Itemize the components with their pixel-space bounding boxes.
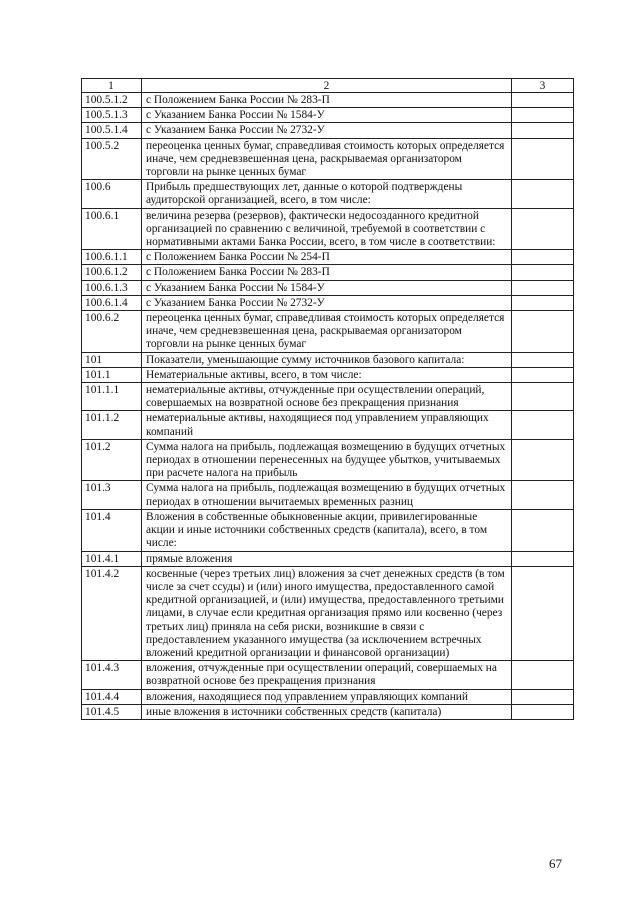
row-code-cell: 100.6.1.4	[82, 295, 142, 310]
row-code-cell: 101.4.3	[82, 661, 142, 689]
row-code-cell: 101.4.1	[82, 551, 142, 566]
row-description-cell: нематериальные активы, находящиеся под управлением управляющих компаний	[142, 411, 512, 439]
row-description-cell: нематериальные активы, отчужденные при осуществлении операций, совершаемых на возвратной основе без прекращения признания	[142, 383, 512, 411]
table-row	[82, 367, 574, 382]
row-value-cell	[512, 661, 574, 689]
row-value-cell	[512, 180, 574, 208]
row-description-cell: переоценка ценных бумаг, справедливая стоимость которых определяется иначе, чем средневзвешенная цена, раскрываемая организатором торговли на рынке ценных бумаг	[142, 311, 512, 353]
row-description-cell: с Положением Банка России № 283-П	[142, 265, 512, 280]
row-value-cell	[512, 551, 574, 566]
table-row	[82, 481, 574, 509]
table-row	[82, 311, 574, 353]
row-value-cell	[512, 250, 574, 265]
row-description-cell: Нематериальные активы, всего, в том числе:	[142, 367, 512, 382]
row-code-cell: 100.6.1.2	[82, 265, 142, 280]
table-row	[82, 208, 574, 250]
row-code-cell: 100.6.1	[82, 208, 142, 250]
row-value-cell	[512, 704, 574, 719]
table-row	[82, 439, 574, 481]
row-description-cell: вложения, отчужденные при осуществлении операций, совершаемых на возвратной основе без прекращения признания	[142, 661, 512, 689]
row-value-cell	[512, 108, 574, 123]
row-description-cell: Сумма налога на прибыль, подлежащая возмещению в будущих отчетных периодах в отношении вычитаемых временных разниц	[142, 481, 512, 509]
indicators-table	[81, 78, 574, 720]
row-value-cell	[512, 439, 574, 481]
row-code-cell: 100.6	[82, 180, 142, 208]
row-description-cell: переоценка ценных бумаг, справедливая стоимость которых определяется иначе, чем средневзвешенная цена, раскрываемая организатором торговли на рынке ценных бумаг	[142, 138, 512, 180]
document-table-container	[81, 78, 571, 720]
table-row	[82, 93, 574, 108]
table-row	[82, 250, 574, 265]
table-row	[82, 138, 574, 180]
table-row	[82, 123, 574, 138]
row-value-cell	[512, 265, 574, 280]
table-row	[82, 411, 574, 439]
column-header-2: 2	[142, 79, 512, 93]
row-description-cell: Прибыль предшествующих лет, данные о которой подтверждены аудиторской организацией, всего, в том числе:	[142, 180, 512, 208]
table-body	[82, 93, 574, 720]
row-code-cell: 101.1.2	[82, 411, 142, 439]
row-code-cell: 101.2	[82, 439, 142, 481]
table-row	[82, 704, 574, 719]
row-code-cell: 100.6.1.1	[82, 250, 142, 265]
row-value-cell	[512, 481, 574, 509]
table-row	[82, 383, 574, 411]
row-value-cell	[512, 295, 574, 310]
row-value-cell	[512, 138, 574, 180]
row-description-cell: величина резерва (резервов), фактически недосозданного кредитной организацией по сравнению с величиной, требуемой в соответствии с нормативными актами Банка России, всего, в том числе в соответствии:	[142, 208, 512, 250]
row-code-cell: 100.6.2	[82, 311, 142, 353]
row-value-cell	[512, 208, 574, 250]
row-code-cell: 101.4.5	[82, 704, 142, 719]
row-description-cell: с Указанием Банка России № 2732-У	[142, 295, 512, 310]
row-description-cell: с Указанием Банка России № 1584-У	[142, 280, 512, 295]
table-row	[82, 352, 574, 367]
page-number: 67	[549, 856, 562, 871]
column-header-1: 1	[82, 79, 142, 93]
row-description-cell: иные вложения в источники собственных средств (капитала)	[142, 704, 512, 719]
row-description-cell: с Положением Банка России № 254-П	[142, 250, 512, 265]
row-code-cell: 101.4.2	[82, 566, 142, 660]
row-value-cell	[512, 566, 574, 660]
row-value-cell	[512, 367, 574, 382]
row-value-cell	[512, 93, 574, 108]
row-description-cell: с Указанием Банка России № 1584-У	[142, 108, 512, 123]
row-description-cell: Показатели, уменьшающие сумму источников базового капитала:	[142, 352, 512, 367]
row-code-cell: 100.5.1.4	[82, 123, 142, 138]
row-value-cell	[512, 689, 574, 704]
row-value-cell	[512, 352, 574, 367]
table-row	[82, 661, 574, 689]
column-header-3: 3	[512, 79, 574, 93]
row-code-cell: 100.5.1.2	[82, 93, 142, 108]
row-description-cell: прямые вложения	[142, 551, 512, 566]
table-header-row	[82, 79, 574, 93]
row-value-cell	[512, 311, 574, 353]
table-row	[82, 509, 574, 551]
row-description-cell: с Положением Банка России № 283-П	[142, 93, 512, 108]
row-code-cell: 101.4	[82, 509, 142, 551]
row-code-cell: 101.1.1	[82, 383, 142, 411]
row-value-cell	[512, 123, 574, 138]
row-description-cell: с Указанием Банка России № 2732-У	[142, 123, 512, 138]
row-description-cell: Сумма налога на прибыль, подлежащая возмещению в будущих отчетных периодах в отношении перенесенных на будущее убытков, учитываемых при расчете налога на прибыль	[142, 439, 512, 481]
row-value-cell	[512, 280, 574, 295]
row-code-cell: 100.6.1.3	[82, 280, 142, 295]
row-code-cell: 101.4.4	[82, 689, 142, 704]
row-code-cell: 101.1	[82, 367, 142, 382]
table-row	[82, 280, 574, 295]
row-value-cell	[512, 383, 574, 411]
table-row	[82, 180, 574, 208]
table-row	[82, 689, 574, 704]
table-row	[82, 108, 574, 123]
row-description-cell: вложения, находящиеся под управлением управляющих компаний	[142, 689, 512, 704]
row-description-cell: Вложения в собственные обыкновенные акции, привилегированные акции и иные источники собственных средств (капитала), всего, в том числе:	[142, 509, 512, 551]
table-row	[82, 295, 574, 310]
table-row	[82, 265, 574, 280]
table-row	[82, 566, 574, 660]
row-value-cell	[512, 509, 574, 551]
table-row	[82, 551, 574, 566]
row-code-cell: 101	[82, 352, 142, 367]
row-value-cell	[512, 411, 574, 439]
row-description-cell: косвенные (через третьих лиц) вложения за счет денежных средств (в том числе за счет ссуды) и (или) иного имущества, предоставленного самой кредитной организацией, и (или) имущества, предоставленного третьими лицами, в случае если кредитная организация прямо или косвенно (через третьих лиц) приняла на себя риски, возникшие в связи с предоставлением указанного имущества (за исключением встречных вложений кредитной организации и финансовой организации)	[142, 566, 512, 660]
row-code-cell: 100.5.1.3	[82, 108, 142, 123]
row-code-cell: 100.5.2	[82, 138, 142, 180]
row-code-cell: 101.3	[82, 481, 142, 509]
